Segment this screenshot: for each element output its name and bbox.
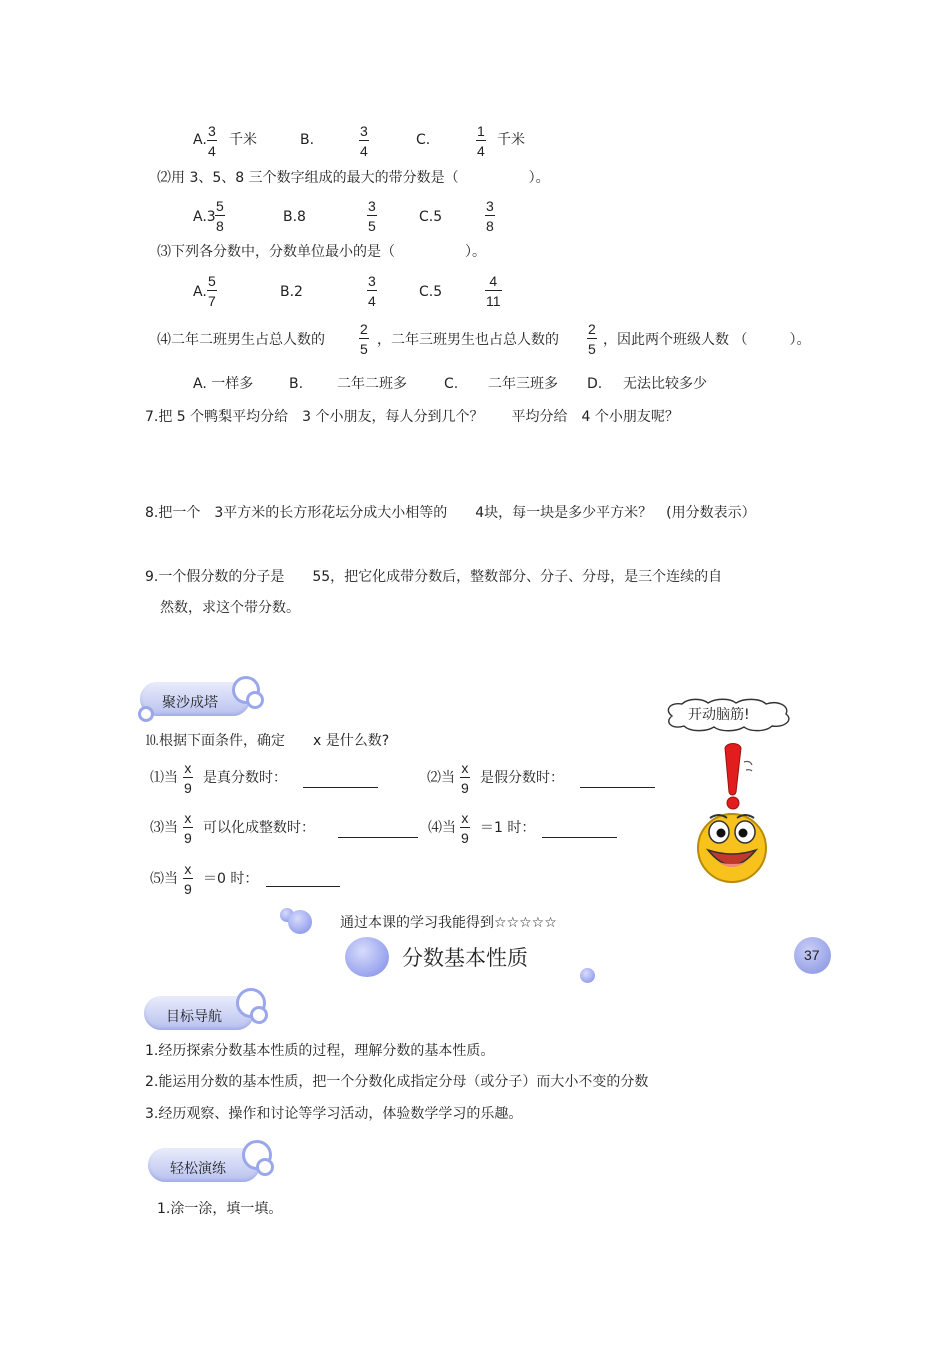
option-b-label: B. xyxy=(289,376,304,392)
condition-label: ⑸当 xyxy=(150,871,178,887)
option-a-label: A.3 xyxy=(193,209,216,225)
fraction: $\frac{3}{5}$ xyxy=(368,198,376,234)
fraction-x-over-9: $\frac{x}{9}$ xyxy=(184,810,192,846)
thinking-smiley-icon xyxy=(692,740,772,888)
question-9-line-2: 然数，求这个带分数。 xyxy=(160,600,300,616)
decorative-bubble-icon xyxy=(580,968,595,983)
option-d-label: D. xyxy=(587,376,603,392)
option-c-text: 二年三班多 xyxy=(488,376,558,392)
section-badge-qingsongyanlian xyxy=(148,1140,276,1186)
condition-text: ＝0 时： xyxy=(203,871,259,887)
condition-label: ⑶当 xyxy=(150,820,178,836)
condition-text: ＝1 时： xyxy=(480,820,536,836)
option-a-label: A. xyxy=(193,284,207,300)
page-number: 37 xyxy=(804,947,820,963)
fraction: $\frac{1}{4}$ xyxy=(477,123,485,159)
option-b-label: B.8 xyxy=(283,209,306,225)
speech-bubble-text: 开动脑筋! xyxy=(688,707,750,723)
question-10-intro: ⒑根据下面条件，确定 x 是什么数? xyxy=(145,733,390,749)
goal-item: 3.经历观察、操作和讨论等学习活动，体验数学学习的乐趣。 xyxy=(145,1106,523,1122)
option-a-label: A. 一样多 xyxy=(193,376,254,392)
fraction-x-over-9: $\frac{x}{9}$ xyxy=(184,760,192,796)
page-number-badge xyxy=(794,937,831,974)
q6-4-text-1: ⑷二年二班男生占总人数的 xyxy=(157,332,325,348)
option-d-text: 无法比较多少 xyxy=(623,376,707,392)
section-badge-label: 目标导航 xyxy=(166,1009,222,1025)
fraction: $\frac{3}{8}$ xyxy=(486,198,494,234)
fraction: $\frac{4}{11}$ xyxy=(486,273,501,309)
condition-label: ⑷当 xyxy=(428,820,456,836)
speech-bubble xyxy=(662,698,794,732)
option-c-label: C.5 xyxy=(419,284,443,300)
answer-blank[interactable] xyxy=(338,837,418,838)
fraction: $\frac{2}{5}$ xyxy=(360,321,368,357)
option-c-label: C. xyxy=(416,132,431,148)
option-a-label: A. xyxy=(193,132,207,148)
condition-text: 是真分数时： xyxy=(203,770,287,786)
fraction-x-over-9: $\frac{x}{9}$ xyxy=(184,861,192,897)
answer-blank[interactable] xyxy=(303,787,378,788)
option-b-text: 二年二班多 xyxy=(337,376,407,392)
answer-blank[interactable] xyxy=(266,886,340,887)
condition-label: ⑵当 xyxy=(427,770,455,786)
lesson-title: 分数基本性质 xyxy=(402,946,528,970)
fraction: $\frac{3}{4}$ xyxy=(208,123,216,159)
exercise-1: 1.涂一涂，填一填。 xyxy=(157,1201,283,1217)
fraction: $\frac{3}{4}$ xyxy=(368,273,376,309)
decorative-bubble-icon xyxy=(288,910,312,934)
self-assessment-stars: 通过本课的学习我能得到☆☆☆☆☆ xyxy=(340,915,557,931)
section-badge-jushachengta xyxy=(140,676,265,722)
q6-4-text-2: ，二年三班男生也占总人数的 xyxy=(377,332,559,348)
option-b-label: B. xyxy=(300,132,315,148)
fraction: $\frac{5}{8}$ xyxy=(216,198,224,234)
question-8: 8.把一个 3平方米的长方形花坛分成大小相等的 4块，每一块是多少平方米？ (用分数表示） xyxy=(145,505,756,521)
goal-item: 2.能运用分数的基本性质，把一个分数化成指定分母（或分子）而大小不变的分数 xyxy=(145,1074,649,1090)
question-9-line-1: 9.一个假分数的分子是 55，把它化成带分数后，整数部分、分子、分母，是三个连续的自 xyxy=(145,569,723,585)
option-c-label: C.5 xyxy=(419,209,443,225)
unit-label: 千米 xyxy=(497,132,525,148)
condition-text: 是假分数时： xyxy=(480,770,564,786)
answer-blank[interactable] xyxy=(580,787,655,788)
fraction: $\frac{5}{7}$ xyxy=(208,273,216,309)
title-bubble-icon xyxy=(345,937,389,977)
question-7: 7.把 5 个鸭梨平均分给 3 个小朋友，每人分到几个？ 平均分给 4 个小朋友呢？ xyxy=(145,409,679,425)
section-badge-mubiaodaohang xyxy=(144,988,269,1034)
option-c-label: C. xyxy=(444,376,459,392)
q6-4-text-3: ，因此两个班级人数 （ ）。 xyxy=(603,332,811,348)
fraction: $\frac{3}{4}$ xyxy=(360,123,368,159)
answer-blank[interactable] xyxy=(542,837,617,838)
goal-item: 1.经历探索分数基本性质的过程，理解分数的基本性质。 xyxy=(145,1043,495,1059)
fraction: $\frac{2}{5}$ xyxy=(588,321,596,357)
fraction-x-over-9: $\frac{x}{9}$ xyxy=(461,760,469,796)
q6-2-text: ⑵用 3、5、8 三个数字组成的最大的带分数是（ ）。 xyxy=(157,170,550,186)
condition-text: 可以化成整数时： xyxy=(203,820,315,836)
condition-label: ⑴当 xyxy=(150,770,178,786)
q6-3-text: ⑶下列各分数中，分数单位最小的是（ ）。 xyxy=(157,244,486,260)
section-badge-label: 轻松演练 xyxy=(170,1161,226,1177)
section-badge-label: 聚沙成塔 xyxy=(162,695,218,711)
option-b-label: B.2 xyxy=(280,284,303,300)
fraction-x-over-9: $\frac{x}{9}$ xyxy=(461,810,469,846)
unit-label: 千米 xyxy=(229,132,257,148)
